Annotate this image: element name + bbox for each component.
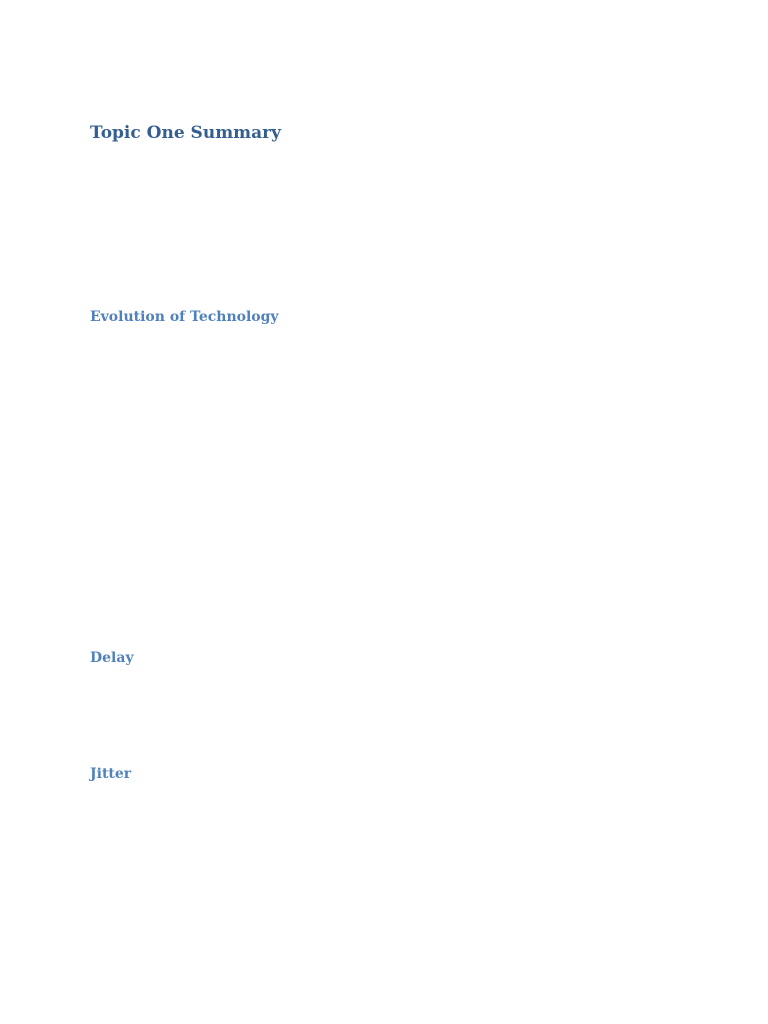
section-heading-jitter: Jitter xyxy=(90,766,132,782)
section-heading-evolution-of-technology: Evolution of Technology xyxy=(90,309,279,325)
document-title: Topic One Summary xyxy=(90,123,282,143)
section-heading-delay: Delay xyxy=(90,650,134,666)
